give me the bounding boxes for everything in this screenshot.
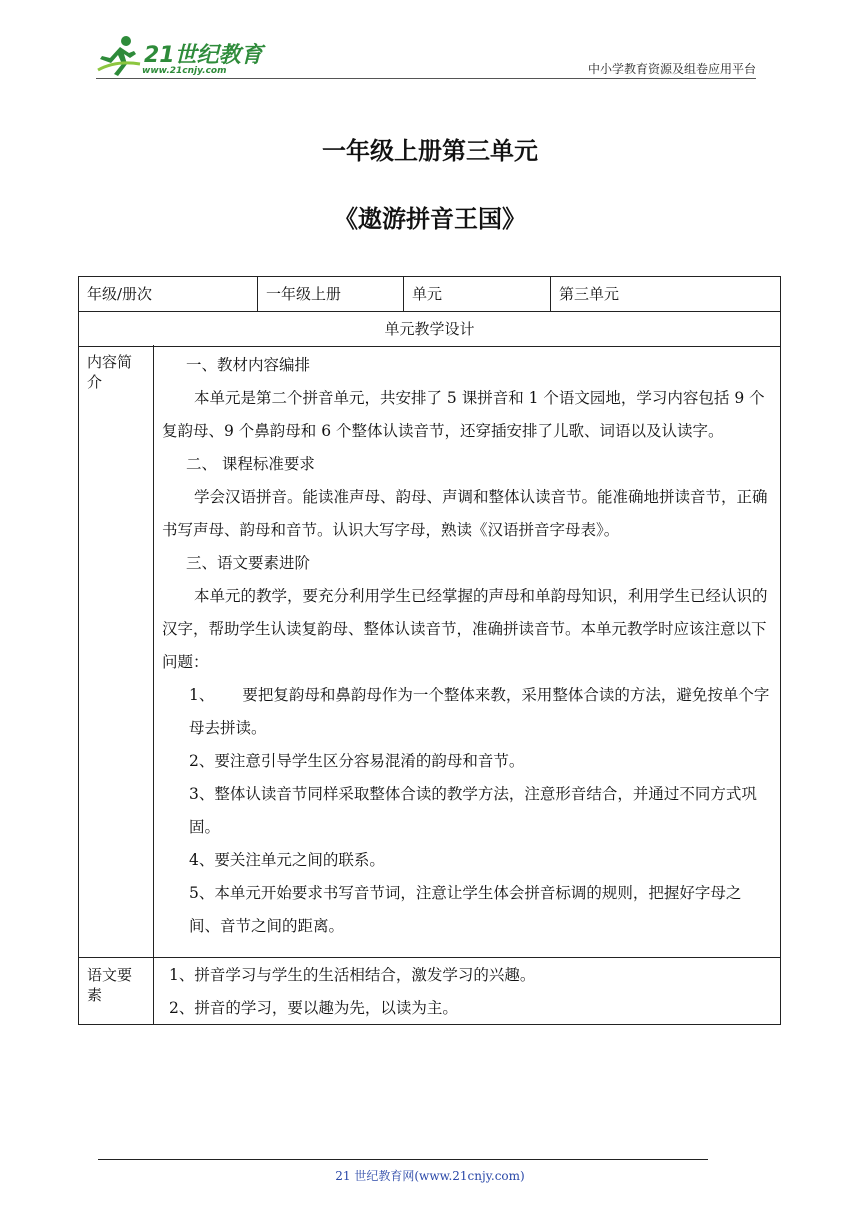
grade-value-cell [258,277,404,312]
paragraph: 本单元的教学，要充分利用学生已经掌握的声母和单韵母知识，利用学生已经认识的汉字，帮助学生认读复韵母、整体认读音节，准确拼读音节。本单元教学时应该注意以下问题： [162,587,768,671]
elements-label-cell [79,958,154,1025]
elements-content-cell [154,958,781,1025]
elements-content [154,958,780,1024]
design-heading: 单元教学设计 [384,320,475,338]
list-number: 1、 [189,686,215,704]
page-footer: 21 世纪教育网(www.21cnjy.com) [335,1169,525,1183]
list-item: 3、整体认读音节同样采取整体合读的教学方法，注意形音结合，并通过不同方式巩固。 [189,785,757,836]
elements-label: 语文要素 [87,966,133,1004]
design-heading-cell [79,312,781,347]
logo-text: 21世纪教育 [144,43,263,68]
paragraph: 学会汉语拼音。能读准声母、韵母、声调和整体认读音节。能准确地拼读音节，正确书写声母、韵母和音节。认识大写字母，熟读《汉语拼音字母表》。 [162,488,768,539]
page-header [96,30,756,80]
runner-logo-icon [96,34,142,76]
grade-label-cell [79,277,258,312]
footer-divider [98,1159,708,1160]
section-heading: 二、 课程标准要求 [186,455,315,473]
platform-label: 中小学教育资源及组卷应用平台 [587,62,756,76]
unit-title: 一年级上册第三单元 [322,137,538,165]
section-heading: 三、语文要素进阶 [186,554,311,572]
unit-value-cell [551,277,781,312]
content-table [78,345,781,1025]
list-item: 2、要注意引导学生区分容易混淆的韵母和音节。 [189,752,525,770]
unit-label: 单元 [412,285,443,303]
grade-label: 年级/册次 [87,285,153,303]
intro-label-cell [79,345,154,958]
section-heading: 一、教材内容编排 [186,356,311,374]
list-item: 1、拼音学习与学生的生活相结合，激发学习的兴趣。 [169,966,536,984]
grade-value: 一年级上册 [266,285,342,303]
list-item: 5、本单元开始要求书写音节词，注意让学生体会拼音标调的规则，把握好字母之间、音节之间的距离。 [189,884,742,935]
table-row [79,312,781,347]
unit-subtitle: 《遨游拼音王国》 [334,205,526,233]
logo-url: www.21cnjy.com [142,66,227,76]
intro-content [154,345,780,957]
unit-value: 第三单元 [559,285,620,303]
header-divider [96,78,756,79]
list-text: 要把复韵母和鼻韵母作为一个整体来教，采用整体合读的方法，避免按单个字母去拼读。 [189,686,770,737]
table-row [79,277,781,312]
list-item: 2、拼音的学习，要以趣为先，以读为主。 [169,999,458,1017]
list-item [162,679,772,745]
site-logo [96,34,266,76]
table-row [79,958,781,1025]
list-item: 4、要关注单元之间的联系。 [189,851,385,869]
unit-design-table [78,276,781,347]
intro-label: 内容简介 [87,353,133,391]
paragraph: 本单元是第二个拼音单元，共安排了 5 课拼音和 1 个语文园地，学习内容包括 9 个复韵母、9 个鼻韵母和 6 个整体认读音节，还穿插安排了儿歌、词语以及认读字。 [162,389,765,440]
table-row [79,345,781,958]
intro-content-cell [154,345,781,958]
unit-label-cell [404,277,551,312]
